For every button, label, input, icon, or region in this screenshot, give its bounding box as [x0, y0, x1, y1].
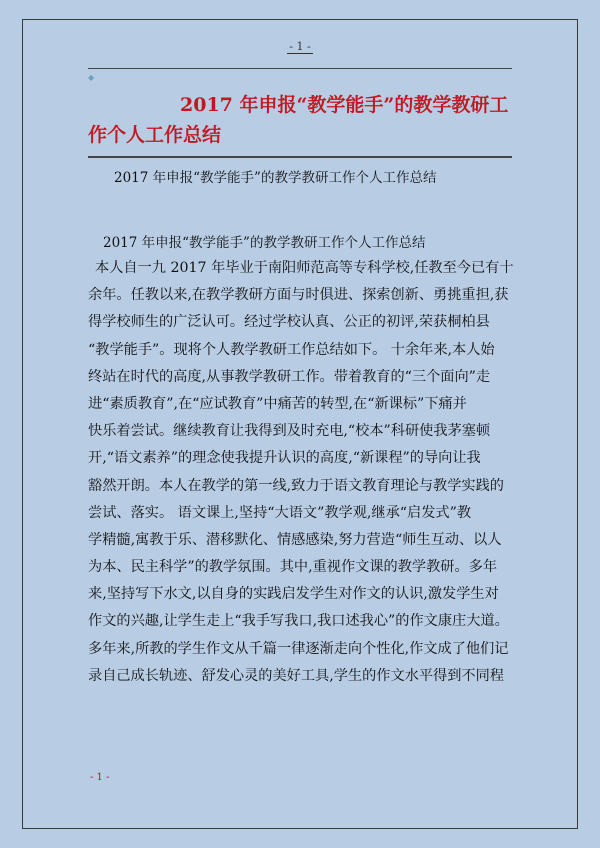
- body-line: 进“素质教育”,在“应试教育”中痛苦的转型,在“新课标”下痛并: [88, 395, 467, 412]
- body-line: 得学校师生的广泛认可。经过学校认真、公正的初评,荣获桐柏县: [88, 314, 490, 331]
- header-page-number: [0, 40, 600, 53]
- bullet-marker: ◆: [88, 73, 95, 82]
- body-line: 作文的兴趣,让学生走上“我手写我口,我口述我心”的作文康庄大道。: [88, 613, 509, 630]
- footer-page-number: - 1 -: [90, 772, 110, 783]
- body-line: 余年。任教以来,在教学教研方面与时俱进、探索创新、勇挑重担,获: [88, 287, 509, 304]
- body-line: 尝试、落实。 语文课上,坚持“大语文”教学观,继承“启发式”教: [88, 504, 472, 521]
- title-line-1: 2017 年申报“教学能手”的教学教研工: [180, 94, 509, 116]
- body-line: “教学能手”。现将个人教学教研工作总结如下。 十余年来,本人始: [88, 341, 495, 358]
- document-title: [88, 90, 512, 150]
- body-line: 终站在时代的高度,从事教学教研工作。带着教育的“三个面向”走: [88, 368, 491, 385]
- body-line: 学精髓,寓教于乐、潜移默化、情感感染,努力营造“师生互动、以人: [88, 531, 502, 548]
- header-rule: [88, 68, 512, 69]
- body-line: 录自己成长轨迹、舒发心灵的美好工具,学生的作文水平得到不同程: [88, 667, 504, 684]
- body-line: 为本、民主科学”的教学氛围。其中,重视作文课的教学教研。多年: [88, 559, 498, 576]
- body-line: 快乐着尝试。继续教育让我得到及时充电,“校本”科研使我茅塞顿: [88, 423, 491, 440]
- title-rule: [88, 156, 512, 158]
- body-heading: 2017 年申报“教学能手”的教学教研工作个人工作总结: [103, 235, 426, 251]
- body-line: 豁然开朗。本人在教学的第一线,致力于语文教育理论与教学实践的: [88, 477, 504, 494]
- body-line: 来,坚持写下水文,以自身的实践启发学生对作文的认识,激发学生对: [88, 586, 499, 603]
- body-line: 多年来,所教的学生作文从千篇一律逐渐走向个性化,作文成了他们记: [88, 640, 509, 657]
- subtitle: 2017 年申报“教学能手”的教学教研工作个人工作总结: [114, 170, 437, 186]
- title-line-2: 作个人工作总结: [88, 124, 222, 146]
- header-page-number-text: - 1 -: [289, 40, 311, 53]
- body-text: [88, 255, 512, 690]
- body-line: 开,“语文素养”的理念使我提升认识的高度,“新课程”的导向让我: [88, 450, 481, 467]
- body-line: 本人自一九 2017 年毕业于南阳师范高等专科学校,任教至今已有十: [95, 260, 514, 276]
